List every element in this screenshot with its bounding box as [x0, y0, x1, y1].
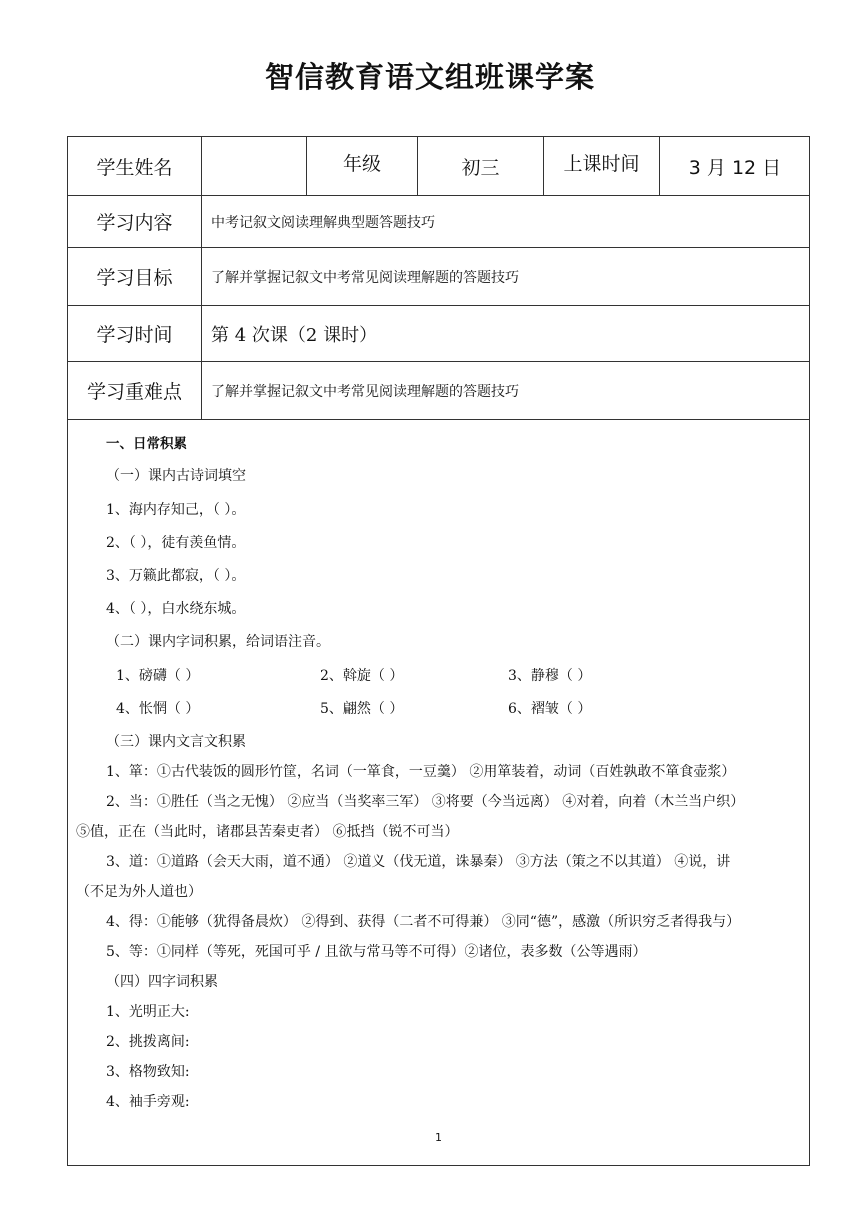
- page-number: 1: [435, 1131, 442, 1144]
- pinyin-item: 6、褶皱（ ）: [508, 701, 592, 717]
- poem-line: 1、海内存知己，（ ）。: [106, 502, 246, 518]
- study-time-value: 第 4 次课（2 课时）: [211, 324, 378, 346]
- page-title: 智信教育语文组班课学案: [264, 60, 595, 94]
- subsection-heading: （四）四字词积累: [106, 974, 218, 990]
- poem-line: 2、（ ），徒有羡鱼情。: [106, 535, 246, 551]
- grade-label: 年级: [342, 152, 381, 175]
- pinyin-item: 5、翩然（ ）: [320, 701, 404, 717]
- pinyin-item: 1、磅礴（ ）: [116, 668, 200, 684]
- study-content-label: 学习内容: [96, 212, 173, 234]
- idiom-item: 2、挑拨离间:: [106, 1034, 190, 1050]
- pinyin-item: 3、静穆（ ）: [508, 668, 592, 684]
- idiom-item: 4、袖手旁观:: [106, 1094, 190, 1110]
- subsection-heading: （二）课内字词积累，给词语注音。: [106, 634, 330, 650]
- key-difficulty-value: 了解并掌握记叙文中考常见阅读理解题的答题技巧: [211, 383, 519, 400]
- classical-entry: 5、等：①同样（等死，死国可乎 / 且欲与常马等不可得）②诸位，表多数（公等遇雨）: [106, 944, 647, 960]
- class-time-value: 3 月 12 日: [688, 156, 782, 179]
- key-difficulty-label: 学习重难点: [86, 381, 182, 403]
- study-time-label: 学习时间: [96, 324, 173, 346]
- study-goal-label: 学习目标: [96, 267, 173, 289]
- classical-entry: 2、当：①胜任（当之无愧） ②应当（当奖率三军） ③将要（今当远离） ④对着，向着（木兰当户织）: [106, 794, 745, 810]
- pinyin-item: 4、怅惘（ ）: [116, 701, 200, 717]
- poem-line: 4、（ ），白水绕东城。: [106, 601, 246, 617]
- lesson-table: [67, 136, 810, 1166]
- subsection-heading: （一）课内古诗词填空: [106, 468, 246, 484]
- pinyin-item: 2、斡旋（ ）: [320, 668, 404, 684]
- poem-line: 3、万籁此都寂，（ ）。: [106, 568, 246, 584]
- classical-entry: ⑤值，正在（当此时，诸郡县苦秦吏者） ⑥抵挡（锐不可当）: [76, 824, 459, 840]
- grade-value: 初三: [461, 156, 500, 179]
- student-name-field[interactable]: [202, 137, 306, 195]
- classical-entry: 1、箪：①古代装饭的圆形竹筐，名词（一箪食，一豆羹） ②用箪装着，动词（百姓孰敢不箪食壶浆）: [106, 764, 736, 780]
- student-name-label: 学生姓名: [96, 156, 173, 179]
- subsection-heading: （三）课内文言文积累: [106, 734, 246, 750]
- class-time-label: 上课时间: [563, 152, 640, 175]
- idiom-item: 3、格物致知:: [106, 1064, 190, 1080]
- classical-entry: 3、道：①道路（会天大雨，道不通） ②道义（伐无道，诛暴秦） ③方法（策之不以其道） ④说，讲: [106, 854, 731, 870]
- study-goal-value: 了解并掌握记叙文中考常见阅读理解题的答题技巧: [211, 269, 519, 286]
- classical-entry: （不足为外人道也）: [76, 884, 202, 900]
- idiom-item: 1、光明正大:: [106, 1004, 190, 1020]
- classical-entry: 4、得：①能够（犹得备晨炊） ②得到、获得（二者不可得兼） ③同“德”，感激（所识穷乏者得我与）: [106, 914, 741, 930]
- study-content-value: 中考记叙文阅读理解典型题答题技巧: [211, 214, 435, 231]
- row-divider: [68, 419, 809, 420]
- section-heading: 一、日常积累: [106, 436, 187, 452]
